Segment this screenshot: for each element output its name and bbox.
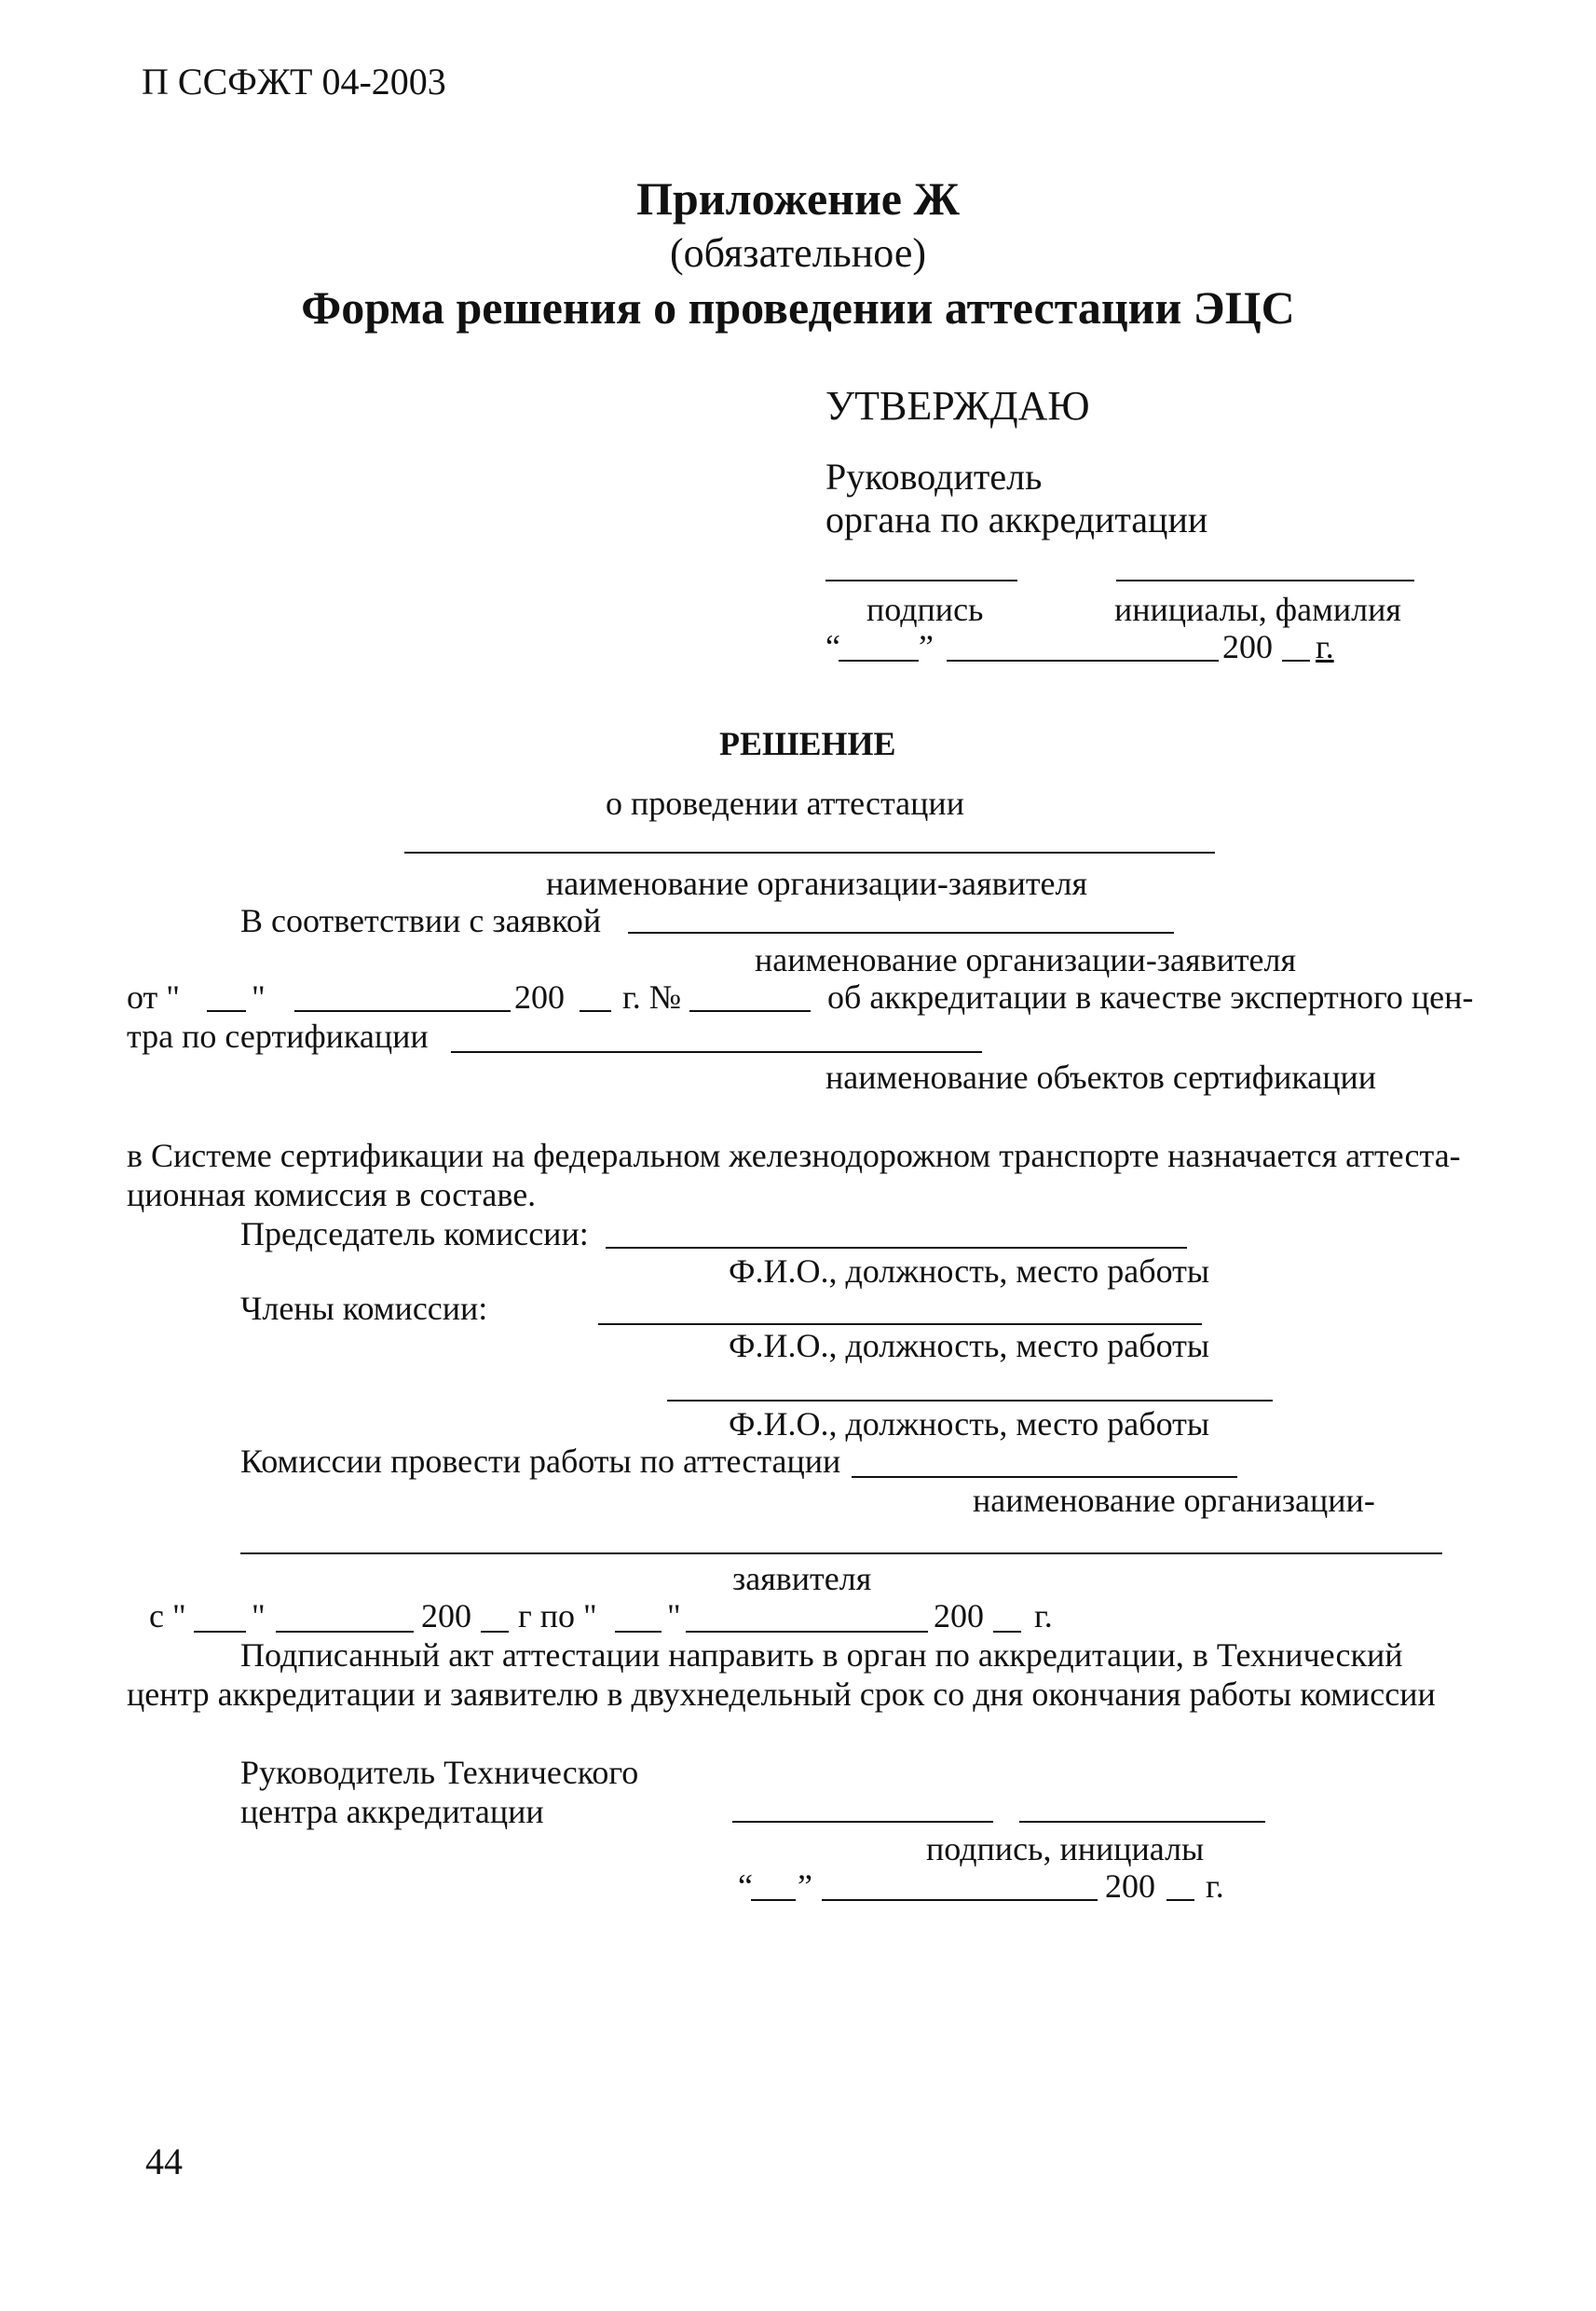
technical-center-initials-line xyxy=(1019,1821,1265,1823)
page-number: 44 xyxy=(145,2140,183,2182)
application-number-line xyxy=(689,1010,811,1012)
member-line-2 xyxy=(667,1400,1273,1402)
members-label: Члены комиссии: xyxy=(240,1290,488,1327)
period-to-close-quote: " xyxy=(667,1597,681,1634)
period-from-label: с " xyxy=(149,1597,186,1634)
approval-month-line xyxy=(947,660,1219,662)
fio-caption-member-1: Ф.И.О., должность, место работы xyxy=(729,1327,1210,1364)
approver-name-line xyxy=(1116,580,1414,581)
commission-work-text: Комиссии провести работы по аттестации xyxy=(240,1443,841,1480)
organization-caption-3b: заявителя xyxy=(732,1560,872,1597)
technical-center-date-open-quote: “ xyxy=(738,1867,753,1905)
application-org-line xyxy=(628,932,1174,934)
period-from-day-line xyxy=(194,1631,246,1633)
period-from-month-line xyxy=(276,1631,414,1633)
fio-caption-chairman: Ф.И.О., должность, место работы xyxy=(729,1252,1210,1290)
approver-signature-line xyxy=(825,580,1017,581)
attested-organization-line-2 xyxy=(240,1552,1442,1554)
organization-caption-3a: наименование организации- xyxy=(973,1482,1375,1519)
approval-date-open-quote: “ xyxy=(825,628,840,665)
period-to-month-line xyxy=(686,1631,928,1633)
date-from-close-quote: " xyxy=(252,978,266,1016)
approval-date-year-suffix: г. xyxy=(1316,628,1334,665)
technical-center-date-year-suffix: г. xyxy=(1206,1867,1224,1905)
chairman-line xyxy=(606,1247,1187,1249)
approval-date-year: 200 xyxy=(1222,628,1273,665)
date-number-label: г. № xyxy=(622,978,682,1016)
period-from-year: 200 xyxy=(421,1597,471,1634)
technical-center-date-year: 200 xyxy=(1105,1867,1155,1905)
period-end-suffix: г. xyxy=(1034,1597,1053,1634)
technical-center-role-line2: центра аккредитации xyxy=(240,1793,544,1830)
technical-center-year-line xyxy=(1166,1899,1194,1901)
technical-center-signature-line xyxy=(732,1821,993,1823)
certification-objects-line xyxy=(451,1051,982,1053)
accreditation-text: об аккредитации в качестве экспертного цен- xyxy=(827,978,1474,1016)
application-text: В соответствии с заявкой xyxy=(240,902,602,939)
technical-center-day-line xyxy=(751,1899,796,1901)
technical-center-date-close-quote: ” xyxy=(798,1867,812,1905)
decision-subheading: о проведении аттестации xyxy=(606,785,964,822)
attested-organization-line xyxy=(852,1476,1237,1478)
period-to-year: 200 xyxy=(934,1597,984,1634)
period-from-close-quote: " xyxy=(252,1597,266,1634)
approver-role-line1: Руководитель xyxy=(825,456,1043,498)
approver-signature-caption: подпись xyxy=(866,591,984,628)
system-text-line1: в Системе сертификации на федеральном железнодорожном транспорте назначается аттеста- xyxy=(127,1137,1461,1174)
date-month-line xyxy=(294,1010,511,1012)
date-from-label: от " xyxy=(127,978,180,1016)
approval-date-close-quote: ” xyxy=(919,628,934,665)
organization-caption-2: наименование организации-заявителя xyxy=(755,941,1297,978)
technical-center-signature-caption: подпись, инициалы xyxy=(926,1830,1205,1867)
date-day-line xyxy=(207,1010,246,1012)
technical-center-month-line xyxy=(822,1899,1098,1901)
chairman-label: Председатель комиссии: xyxy=(240,1215,589,1252)
period-from-year-line xyxy=(481,1631,509,1633)
approver-name-caption: инициалы, фамилия xyxy=(1114,591,1401,628)
period-to-year-line xyxy=(993,1631,1021,1633)
approve-label: УТВЕРЖДАЮ xyxy=(825,383,1090,429)
act-text-line1: Подписанный акт аттестации направить в орган по аккредитации, в Технический xyxy=(240,1636,1403,1674)
organization-caption: наименование организации-заявителя xyxy=(546,865,1088,902)
approver-role-line2: органа по аккредитации xyxy=(825,499,1208,540)
act-text-line2: центр аккредитации и заявителю в двухнедельный срок со дня окончания работы комиссии xyxy=(127,1675,1436,1713)
period-to-label: г по " xyxy=(518,1597,597,1634)
technical-center-role-line1: Руководитель Технического xyxy=(240,1754,639,1791)
approval-day-line xyxy=(839,660,919,662)
organization-name-line xyxy=(404,852,1215,854)
fio-caption-member-2: Ф.И.О., должность, место работы xyxy=(729,1405,1210,1443)
approval-year-line xyxy=(1282,660,1310,662)
document-code: П ССФЖТ 04-2003 xyxy=(142,61,446,103)
certification-objects-caption: наименование объектов сертификации xyxy=(825,1059,1377,1096)
period-to-day-line xyxy=(615,1631,662,1633)
date-year-line xyxy=(580,1010,611,1012)
system-text-line2: ционная комиссия в составе. xyxy=(127,1176,537,1213)
appendix-title: Приложение Ж xyxy=(636,172,960,225)
certification-center-text: тра по сертификации xyxy=(127,1018,429,1055)
form-title: Форма решения о проведении аттестации ЭЦС xyxy=(301,281,1295,334)
date-year: 200 xyxy=(514,978,565,1016)
decision-heading: РЕШЕНИЕ xyxy=(719,725,896,762)
appendix-status: (обязательное) xyxy=(670,230,926,276)
member-line-1 xyxy=(598,1323,1202,1325)
